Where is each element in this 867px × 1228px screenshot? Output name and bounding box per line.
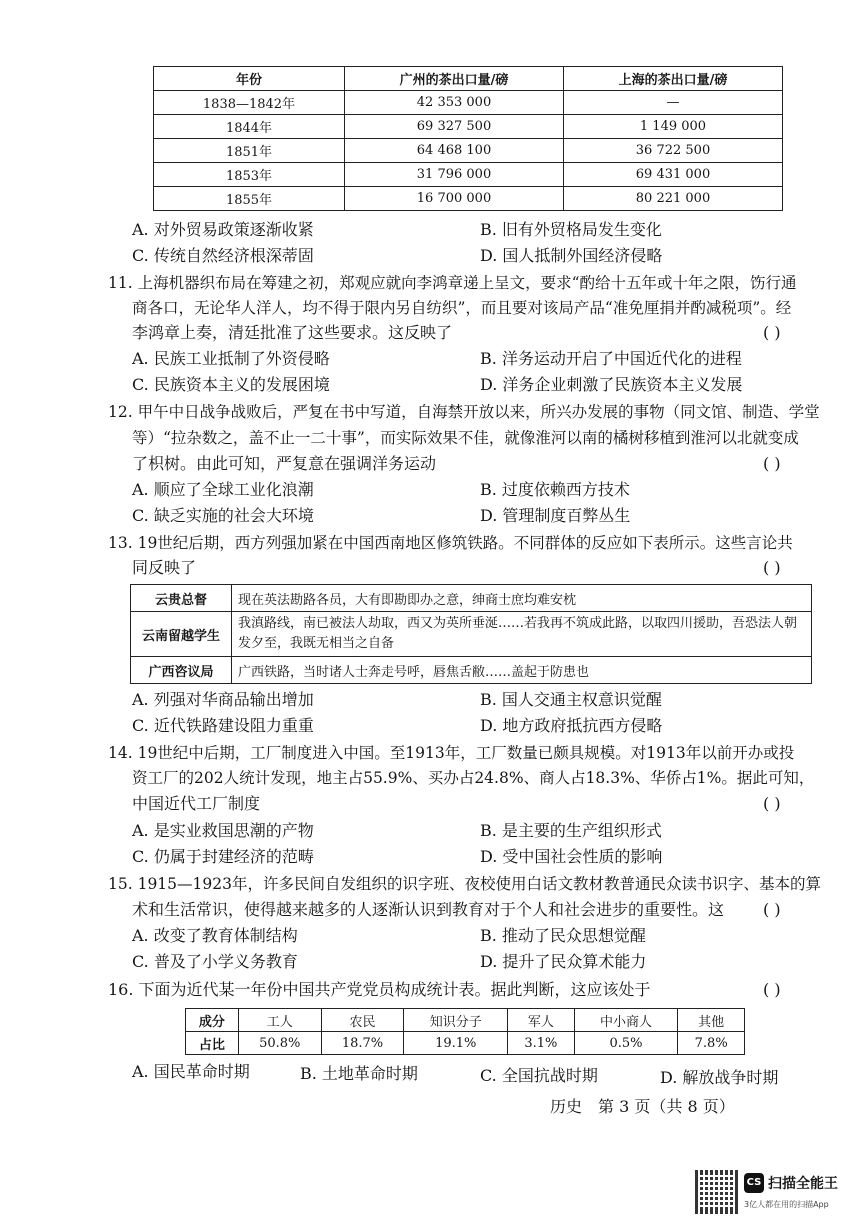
option-b[interactable]: B. 国人交通主权意识觉醒 bbox=[480, 690, 662, 709]
option-b[interactable]: B. 推动了民众思想觉醒 bbox=[480, 926, 646, 945]
option-d[interactable]: D. 解放战争时期 bbox=[660, 1068, 779, 1087]
question-12-text: 12. 甲午中日战争战败后，严复在书中写道，自海禁开放以来，所兴办发展的事物（同文馆、制造、学堂 bbox=[108, 403, 820, 421]
option-b[interactable]: B. 洋务运动开启了中国近代化的进程 bbox=[480, 349, 742, 368]
table-cell: 50.8% bbox=[238, 1032, 321, 1055]
question-14-text: 14. 19世纪中后期，工厂制度进入中国。至1913年，工厂数量已颇具规模。对1913年以前开办或投 bbox=[108, 744, 795, 762]
tea-export-table bbox=[153, 66, 783, 211]
answer-blank[interactable]: ( ) bbox=[763, 558, 781, 577]
table-cell: 1844年 bbox=[154, 115, 345, 139]
question-15-text: 15. 1915—1923年，许多民间自发组织的识字班、夜校使用白话文教材教普通民众读书识字、基本的算 bbox=[108, 875, 821, 893]
option-c[interactable]: C. 全国抗战时期 bbox=[480, 1066, 598, 1085]
table-cell: 广西咨议局 bbox=[131, 657, 232, 684]
answer-blank[interactable]: ( ) bbox=[763, 323, 781, 342]
table-cell: 64 468 100 bbox=[345, 139, 564, 163]
table-cell: 1853年 bbox=[154, 163, 345, 187]
table-header: 工人 bbox=[238, 1009, 321, 1032]
option-c[interactable]: C. 传统自然经济根深蒂固 bbox=[132, 246, 314, 265]
table-row bbox=[131, 657, 812, 684]
option-a[interactable]: A. 改变了教育体制结构 bbox=[132, 926, 298, 945]
table-cell: 36 722 500 bbox=[564, 139, 783, 163]
question-11-text: 商各口，无论华人洋人，均不得于限内另自纺织”，而且要对该局产品“准免厘捐并酌减税项”。经 bbox=[132, 299, 792, 317]
table-row bbox=[154, 115, 783, 139]
scanner-name: 扫描全能王 bbox=[768, 1176, 838, 1192]
table-header: 军人 bbox=[508, 1009, 575, 1032]
table-cell: — bbox=[564, 91, 783, 115]
answer-blank[interactable]: ( ) bbox=[763, 794, 781, 813]
option-c[interactable]: C. 缺乏实施的社会大环境 bbox=[132, 506, 314, 525]
option-a[interactable]: A. 对外贸易政策逐渐收紧 bbox=[132, 220, 314, 239]
table-header: 其他 bbox=[678, 1009, 745, 1032]
answer-blank[interactable]: ( ) bbox=[763, 980, 781, 999]
question-14-text: 中国近代工厂制度 bbox=[132, 794, 261, 813]
table-row bbox=[154, 163, 783, 187]
table-cell: 现在英法勘路各员，大有即勘即办之意，绅商士庶均难安枕 bbox=[232, 585, 812, 612]
table-cell: 我滇路线，南已被法人劫取，西又为英所垂涎……若我再不筑成此路，以取四川援助，吾恐法人朝发夕至，我既无相当之自备 bbox=[232, 612, 812, 657]
railway-reaction-table bbox=[130, 584, 812, 684]
option-b[interactable]: B. 是主要的生产组织形式 bbox=[480, 821, 662, 840]
table-cell: 广西铁路，当时诸人士奔走号呼，唇焦舌敝……盖起于防患也 bbox=[232, 657, 812, 684]
option-a[interactable]: A. 顺应了全球工业化浪潮 bbox=[132, 480, 314, 499]
option-d[interactable]: D. 提升了民众算术能力 bbox=[480, 952, 647, 971]
option-c[interactable]: C. 近代铁路建设阻力重重 bbox=[132, 716, 314, 735]
table-cell: 1 149 000 bbox=[564, 115, 783, 139]
page-footer: 历史 第 3 页（共 8 页） bbox=[550, 1097, 735, 1116]
option-a[interactable]: A. 列强对华商品输出增加 bbox=[132, 690, 314, 709]
table-cell: 31 796 000 bbox=[345, 163, 564, 187]
table-cell: 云贵总督 bbox=[131, 585, 232, 612]
table-cell: 3.1% bbox=[508, 1032, 575, 1055]
question-13-text: 同反映了 bbox=[132, 558, 197, 577]
table-row bbox=[154, 139, 783, 163]
table-row bbox=[154, 91, 783, 115]
option-c[interactable]: C. 民族资本主义的发展困境 bbox=[132, 375, 330, 394]
table-header: 农民 bbox=[321, 1009, 404, 1032]
table-cell: 7.8% bbox=[678, 1032, 745, 1055]
option-a[interactable]: A. 国民革命时期 bbox=[132, 1062, 250, 1081]
answer-blank[interactable]: ( ) bbox=[763, 900, 781, 919]
table-row bbox=[186, 1009, 745, 1032]
question-12-text: 等）“拉杂数之，盖不止一二十事”，而实际效果不佳，就像淮河以南的橘树移植到淮河以北就变成 bbox=[132, 429, 799, 447]
table-header: 广州的茶出口量/磅 bbox=[345, 67, 564, 91]
table-row bbox=[186, 1032, 745, 1055]
question-15-text: 术和生活常识，使得越来越多的人逐渐认识到教育对于个人和社会进步的重要性。这 bbox=[132, 900, 725, 919]
question-16-text: 16. 下面为近代某一年份中国共产党党员构成统计表。据此判断，这应该处于 bbox=[108, 980, 651, 999]
option-b[interactable]: B. 过度依赖西方技术 bbox=[480, 480, 630, 499]
option-d[interactable]: D. 管理制度百弊丛生 bbox=[480, 506, 631, 525]
table-cell: 云南留越学生 bbox=[131, 612, 232, 657]
option-c[interactable]: C. 普及了小学义务教育 bbox=[132, 952, 298, 971]
table-cell: 42 353 000 bbox=[345, 91, 564, 115]
option-a[interactable]: A. 是实业救国思潮的产物 bbox=[132, 821, 314, 840]
party-member-table bbox=[185, 1008, 745, 1055]
answer-blank[interactable]: ( ) bbox=[763, 454, 781, 473]
table-row bbox=[131, 612, 812, 657]
question-11-text: 11. 上海机器织布局在筹建之初，郑观应就向李鸿章递上呈文，要求“酌给十五年或十年之限，饬行通 bbox=[108, 274, 797, 292]
table-cell: 80 221 000 bbox=[564, 187, 783, 211]
table-cell: 1855年 bbox=[154, 187, 345, 211]
option-d[interactable]: D. 洋务企业刺激了民族资本主义发展 bbox=[480, 375, 743, 394]
table-cell: 占比 bbox=[186, 1032, 239, 1055]
table-cell: 19.1% bbox=[404, 1032, 508, 1055]
option-a[interactable]: A. 民族工业抵制了外资侵略 bbox=[132, 349, 330, 368]
table-cell: 69 431 000 bbox=[564, 163, 783, 187]
table-cell: 69 327 500 bbox=[345, 115, 564, 139]
option-b[interactable]: B. 旧有外贸格局发生变化 bbox=[480, 220, 662, 239]
option-d[interactable]: D. 受中国社会性质的影响 bbox=[480, 847, 663, 866]
table-cell: 1851年 bbox=[154, 139, 345, 163]
table-header: 上海的茶出口量/磅 bbox=[564, 67, 783, 91]
question-12-text: 了枳树。由此可知，严复意在强调洋务运动 bbox=[132, 454, 437, 473]
scanner-tagline: 3亿人都在用的扫描App bbox=[744, 1200, 829, 1209]
option-c[interactable]: C. 仍属于封建经济的范畴 bbox=[132, 847, 314, 866]
table-cell: 0.5% bbox=[574, 1032, 678, 1055]
question-11-text: 李鸿章上奏，清廷批准了这些要求。这反映了 bbox=[132, 323, 453, 342]
table-header: 年份 bbox=[154, 67, 345, 91]
camscanner-logo-icon: CS bbox=[744, 1173, 764, 1193]
table-header: 知识分子 bbox=[404, 1009, 508, 1032]
option-d[interactable]: D. 地方政府抵抗西方侵略 bbox=[480, 716, 663, 735]
option-b[interactable]: B. 土地革命时期 bbox=[300, 1064, 418, 1083]
question-14-text: 资工厂的202人统计发现，地主占55.9%、买办占24.8%、商人占18.3%、华侨占1%。据此可知， bbox=[132, 769, 815, 787]
option-d[interactable]: D. 国人抵制外国经济侵略 bbox=[480, 246, 663, 265]
table-cell: 1838—1842年 bbox=[154, 91, 345, 115]
table-row bbox=[154, 187, 783, 211]
table-row bbox=[131, 585, 812, 612]
table-header: 中小商人 bbox=[574, 1009, 678, 1032]
table-cell: 18.7% bbox=[321, 1032, 404, 1055]
table-cell: 16 700 000 bbox=[345, 187, 564, 211]
question-13-text: 13. 19世纪后期，西方列强加紧在中国西南地区修筑铁路。不同群体的反应如下表所示。这些言论共 bbox=[108, 534, 793, 552]
qr-code-icon bbox=[695, 1170, 739, 1214]
table-header: 成分 bbox=[186, 1009, 239, 1032]
